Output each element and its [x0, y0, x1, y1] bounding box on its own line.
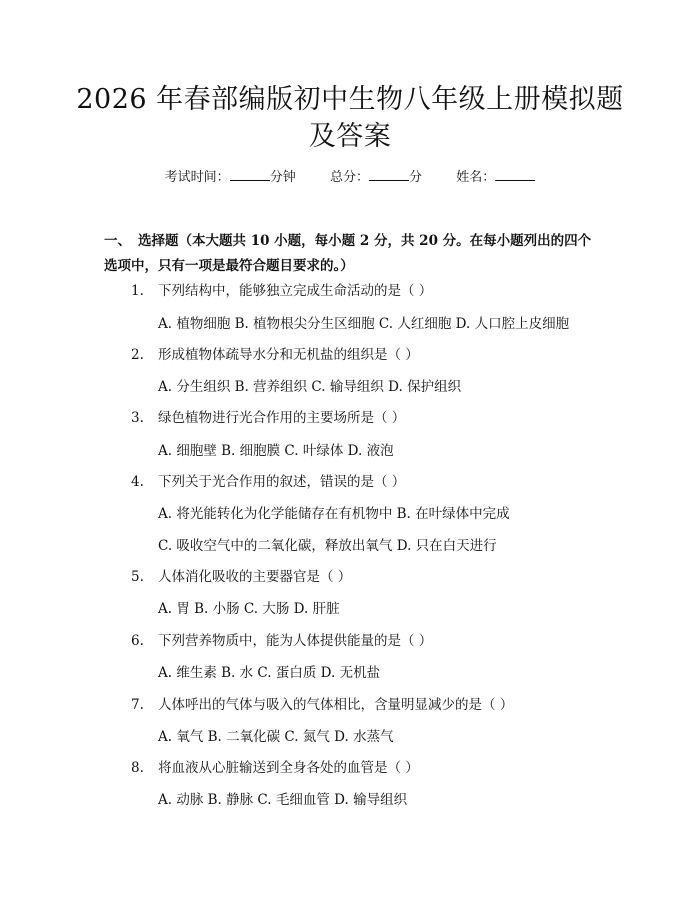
document-title-line1: 2026 年春部编版初中生物八年级上册模拟题 — [76, 84, 624, 115]
question-7-options: A. 氧气 B. 二氧化碳 C. 氮气 D. 水蒸气 — [158, 729, 394, 745]
question-text: 人体消化吸收的主要器官是（ ） — [158, 569, 352, 585]
question-5-options: A. 胃 B. 小肠 C. 大肠 D. 肝脏 — [158, 601, 340, 617]
exam-time-label: 考试时间： — [164, 170, 230, 185]
name-blank — [495, 168, 535, 181]
section-heading — [104, 229, 604, 279]
question-number: 1. — [131, 283, 144, 299]
question-text: 下列营养物质中，能为人体提供能量的是（ ） — [158, 633, 433, 649]
question-text: 下列结构中，能够独立完成生命活动的是（ ） — [158, 283, 433, 299]
exam-time-blank — [230, 168, 270, 181]
question-6-options: A. 维生素 B. 水 C. 蛋白质 D. 无机盐 — [158, 665, 381, 681]
question-4-options-line2: C. 吸收空气中的二氧化碳，释放出氧气 D. 只在白天进行 — [158, 538, 497, 554]
document-title-line2: 及答案 — [308, 121, 392, 152]
section-text: 选择题（本大题共 10 小题，每小题 2 分，共 20 分。在每小题列出的四个选项中，只有一项是最符合题目要求的。） — [104, 233, 592, 274]
question-text: 将血液从心脏输送到全身各处的血管是（ ） — [158, 760, 419, 776]
question-4 — [131, 472, 405, 492]
question-1-options: A. 植物细胞 B. 植物根尖分生区细胞 C. 人红细胞 D. 人口腔上皮细胞 — [158, 316, 570, 332]
question-8 — [131, 758, 419, 778]
question-8-options: A. 动脉 B. 静脉 C. 毛细血管 D. 输导组织 — [158, 792, 408, 808]
question-3-options: A. 细胞壁 B. 细胞膜 C. 叶绿体 D. 液泡 — [158, 443, 394, 459]
question-number: 2. — [131, 347, 144, 363]
question-number: 3. — [131, 410, 144, 426]
question-5 — [131, 567, 351, 587]
exam-info-line — [0, 168, 700, 187]
score-label: 总分： — [329, 170, 369, 185]
question-2-options: A. 分生组织 B. 营养组织 C. 输导组织 D. 保护组织 — [158, 379, 462, 395]
question-3 — [131, 408, 405, 428]
question-1 — [131, 281, 432, 301]
exam-time-unit: 分钟 — [269, 170, 296, 185]
question-text: 形成植物体疏导水分和无机盐的组织是（ ） — [158, 347, 419, 363]
question-number: 5. — [131, 569, 144, 585]
question-7 — [131, 695, 513, 715]
question-number: 7. — [131, 697, 144, 713]
question-text: 绿色植物进行光合作用的主要场所是（ ） — [158, 410, 406, 426]
question-number: 8. — [131, 760, 144, 776]
score-blank — [369, 168, 409, 181]
question-4-options-line1: A. 将光能转化为化学能储存在有机物中 B. 在叶绿体中完成 — [158, 506, 510, 522]
name-label: 姓名： — [456, 170, 496, 185]
question-number: 6. — [131, 633, 144, 649]
section-number: 一、 — [104, 233, 131, 249]
question-2 — [131, 345, 419, 365]
question-text: 人体呼出的气体与吸入的气体相比，含量明显减少的是（ ） — [158, 697, 514, 713]
question-6 — [131, 631, 432, 651]
score-unit: 分 — [409, 170, 423, 185]
question-text: 下列关于光合作用的叙述，错误的是（ ） — [158, 474, 406, 490]
question-number: 4. — [131, 474, 144, 490]
